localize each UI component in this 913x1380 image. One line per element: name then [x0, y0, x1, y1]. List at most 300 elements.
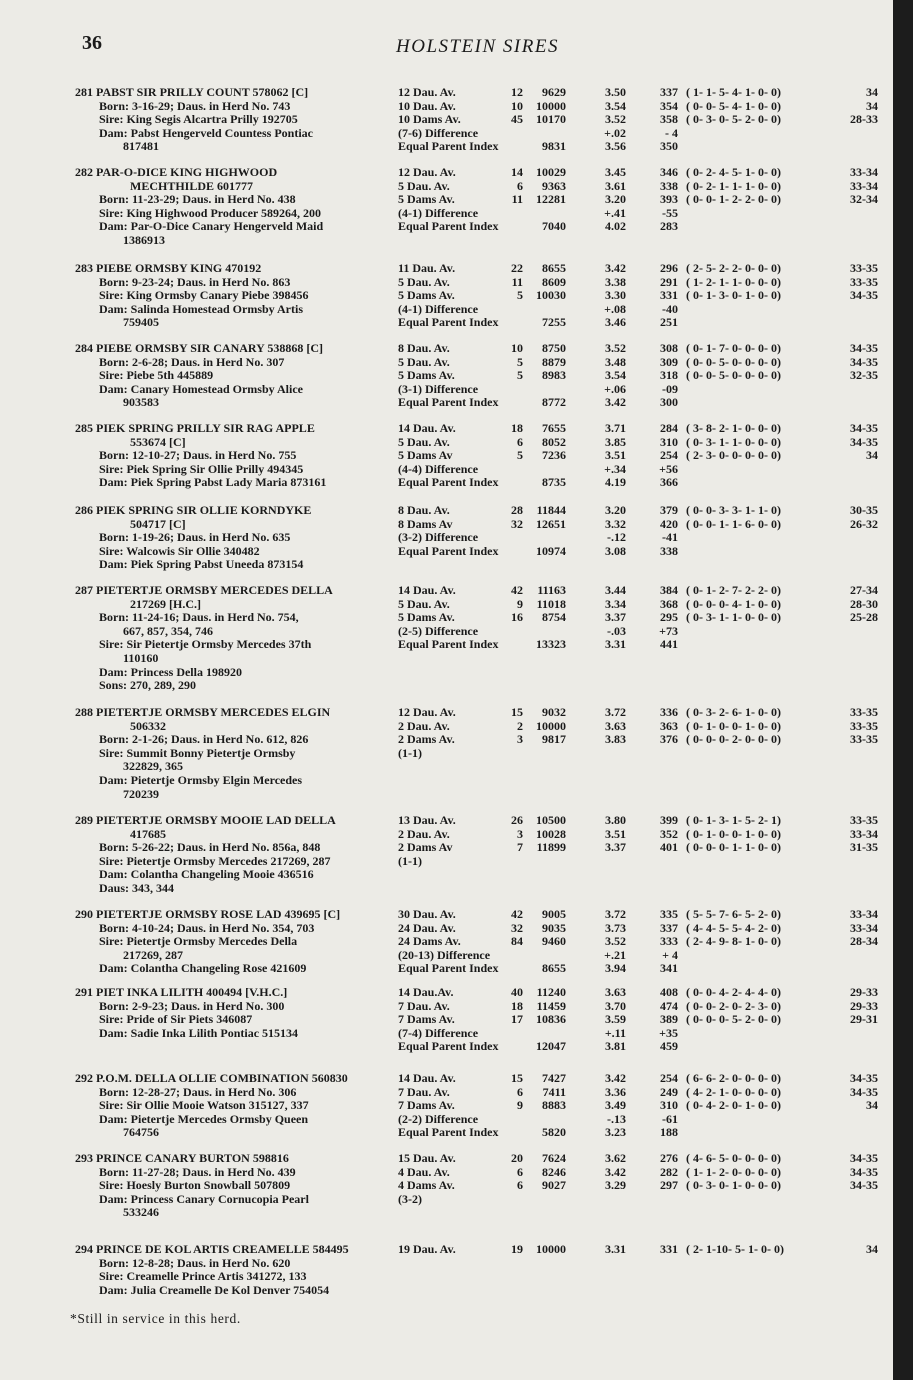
sire-name: 285 PIEK SPRING PRILLY SIR RAG APPLE [75, 421, 315, 435]
sire-pedigree [75, 1152, 395, 1220]
production-row [398, 1126, 688, 1140]
record-label: Equal Parent Index [398, 961, 499, 976]
record-count: 12 [511, 85, 523, 99]
distribution-row [686, 262, 886, 276]
sire-name: 283 PIEBE ORMSBY KING 470192 [75, 261, 262, 275]
butterfat-lbs: 401 [660, 840, 678, 855]
fat-percent: 3.61 [605, 178, 626, 193]
production-row [398, 463, 688, 477]
sire-name: 293 PRINCE CANARY BURTON 598816 [75, 1151, 289, 1165]
fat-percent: 3.42 [605, 395, 626, 410]
sire-name: 294 PRINCE DE KOL ARTIS CREAMELLE 584495 [75, 1242, 349, 1256]
production-row [398, 962, 688, 976]
milk-lbs: 8735 [542, 475, 566, 490]
test-years: 28-34 [850, 934, 878, 949]
record-count: 15 [511, 1071, 523, 1085]
test-years: 25-28 [850, 610, 878, 625]
sire-pedigree [75, 908, 395, 976]
production-row [398, 342, 688, 356]
production-row [398, 611, 688, 625]
production-row [398, 1013, 688, 1027]
pedigree-line: 764756 [123, 1125, 159, 1140]
production-row [398, 436, 688, 450]
butterfat-lbs: 441 [660, 637, 678, 652]
sire-name: 292 P.O.M. DELLA OLLIE COMBINATION 560830 [75, 1071, 348, 1085]
record-label: 13 Dau. Av. [398, 813, 456, 827]
milk-lbs: 9363 [542, 178, 566, 193]
butterfat-lbs: 338 [660, 543, 678, 558]
production-row [398, 289, 688, 303]
production-table [398, 584, 688, 652]
distribution-row [686, 922, 886, 936]
milk-lbs: 8655 [542, 961, 566, 976]
production-row [398, 908, 688, 922]
record-count: 3 [517, 826, 523, 841]
pedigree-line: 533246 [123, 1205, 159, 1220]
sire-pedigree [75, 342, 395, 410]
production-row [398, 1243, 688, 1257]
pedigree-line: Sire: Piek Spring Sir Ollie Prilly 494345 [99, 461, 304, 476]
distribution-row [686, 1013, 886, 1027]
record-label: 12 Dau. Av. [398, 705, 456, 719]
record-label: Equal Parent Index [398, 315, 499, 330]
production-row [398, 747, 688, 761]
record-count: 84 [511, 934, 523, 949]
classification-distribution: ( 0- 3- 0- 5- 2- 0- 0) [686, 112, 781, 127]
pedigree-line: Dam: Princess Canary Cornucopia Pearl [99, 1191, 309, 1206]
production-table [398, 262, 688, 330]
record-count: 16 [511, 610, 523, 625]
record-label: 30 Dau. Av. [398, 907, 456, 921]
test-years: 32-35 [850, 368, 878, 383]
record-label: 14 Dau. Av. [398, 1071, 456, 1085]
butterfat-lbs: 251 [660, 315, 678, 330]
record-count: 10 [511, 341, 523, 355]
butterfat-lbs: 283 [660, 219, 678, 234]
pedigree-line: Sire: Pietertje Ormsby Mercedes 217269, 287 [99, 853, 331, 868]
classification-distribution: ( 0- 3- 1- 1- 0- 0- 0) [686, 434, 781, 449]
record-count: 11 [511, 274, 523, 289]
classification-distribution: ( 0- 0- 3- 3- 1- 1- 0) [686, 503, 781, 517]
distribution-row [686, 1086, 886, 1100]
record-count: 45 [511, 112, 523, 127]
record-label: 5 Dams Av [398, 448, 453, 463]
pedigree-line: 110160 [123, 650, 159, 665]
fat-percent: 3.31 [605, 637, 626, 652]
fat-percent: 3.37 [605, 840, 626, 855]
test-years: 34-35 [850, 1071, 878, 1085]
production-row [398, 1113, 688, 1127]
classification-distribution: ( 5- 5- 7- 6- 5- 2- 0) [686, 907, 781, 921]
milk-lbs: 8246 [542, 1164, 566, 1179]
classification-distribution: ( 0- 0- 1- 2- 2- 0- 0) [686, 192, 781, 207]
pedigree-line: Sire: Walcowis Sir Ollie 340482 [99, 543, 260, 558]
record-label: Equal Parent Index [398, 139, 499, 154]
butterfat-lbs: 363 [660, 718, 678, 733]
fat-percent: 3.46 [605, 315, 626, 330]
test-years: 34 [866, 1242, 878, 1256]
distribution-row [686, 720, 886, 734]
test-years: 32-34 [850, 192, 878, 207]
fat-percent: 4.19 [605, 475, 626, 490]
pedigree-line: Born: 2-1-26; Daus. in Herd No. 612, 826 [99, 732, 309, 747]
production-row [398, 1166, 688, 1180]
record-count: 18 [511, 998, 523, 1013]
production-row [398, 518, 688, 532]
pedigree-line: Born: 11-23-29; Daus. in Herd No. 438 [99, 192, 296, 207]
pedigree-line: MECHTHILDE 601777 [130, 178, 254, 193]
fat-percent: 3.42 [605, 1164, 626, 1179]
fat-percent: 3.20 [605, 192, 626, 207]
pedigree-line: Born: 4-10-24; Daus. in Herd No. 354, 703 [99, 920, 315, 935]
record-label: (2-2) Difference [398, 1111, 479, 1126]
record-label: 5 Dau. Av. [398, 596, 450, 611]
record-count: 15 [511, 705, 523, 719]
fat-percent: 3.42 [605, 1071, 626, 1085]
test-years: 34-35 [850, 1164, 878, 1179]
page-number: 36 [82, 32, 102, 54]
record-count: 42 [511, 583, 523, 597]
production-row [398, 638, 688, 652]
butterfat-lbs: 354 [660, 98, 678, 113]
test-years: 33-34 [850, 165, 878, 179]
milk-lbs: 7624 [542, 1151, 566, 1165]
production-row [398, 383, 688, 397]
pedigree-line: Dam: Pabst Hengerveld Countess Pontiac [99, 125, 313, 140]
fat-percent: 3.94 [605, 961, 626, 976]
pedigree-line: 506332 [130, 718, 166, 733]
record-label: (4-1) Difference [398, 205, 479, 220]
test-years: 27-34 [850, 583, 878, 597]
production-row [398, 625, 688, 639]
distribution-row [686, 1243, 886, 1257]
production-row [398, 100, 688, 114]
record-count: 10 [511, 98, 523, 113]
record-label: (7-6) Difference [398, 125, 479, 140]
production-row [398, 369, 688, 383]
record-label: Equal Parent Index [398, 395, 499, 410]
record-count: 42 [511, 907, 523, 921]
milk-lbs: 13323 [536, 637, 566, 652]
milk-lbs: 8883 [542, 1098, 566, 1113]
butterfat-lbs: + 4 [662, 947, 678, 962]
classification-distribution: ( 0- 3- 1- 1- 0- 0- 0) [686, 610, 781, 625]
distribution-row [686, 1179, 886, 1193]
classification-distribution: ( 0- 0- 5- 4- 1- 0- 0) [686, 98, 781, 113]
sire-pedigree [75, 166, 395, 248]
fat-percent: 3.45 [605, 165, 626, 179]
butterfat-lbs: 331 [660, 288, 678, 303]
fat-percent: 3.23 [605, 1125, 626, 1140]
butterfat-lbs: 408 [660, 985, 678, 999]
distribution-column [686, 504, 886, 531]
pedigree-line: Dam: Princess Della 198920 [99, 664, 242, 679]
butterfat-lbs: 337 [660, 85, 678, 99]
test-years: 33-35 [850, 274, 878, 289]
test-years: 29-33 [850, 985, 878, 999]
fat-percent: +.06 [604, 381, 626, 396]
production-row [398, 140, 688, 154]
record-label: 2 Dams Av. [398, 732, 455, 747]
distribution-column [686, 342, 886, 383]
pedigree-line: Dam: Par-O-Dice Canary Hengerveld Maid [99, 219, 324, 234]
butterfat-lbs: 341 [660, 961, 678, 976]
test-years: 30-35 [850, 503, 878, 517]
butterfat-lbs: -41 [662, 530, 678, 545]
milk-lbs: 8983 [542, 368, 566, 383]
fat-percent: +.21 [604, 947, 626, 962]
distribution-column [686, 1072, 886, 1113]
test-years: 28-30 [850, 596, 878, 611]
pedigree-line: Sire: King Segis Alcartra Prilly 192705 [99, 112, 298, 127]
sire-pedigree [75, 986, 395, 1040]
fat-percent: +.11 [604, 1025, 626, 1040]
record-label: 5 Dams Av. [398, 610, 455, 625]
milk-lbs: 8750 [542, 341, 566, 355]
classification-distribution: ( 1- 1- 2- 0- 0- 0- 0) [686, 1164, 781, 1179]
fat-percent: 3.29 [605, 1178, 626, 1193]
pedigree-line: 322829, 365 [123, 759, 183, 774]
butterfat-lbs: 276 [660, 1151, 678, 1165]
test-years: 34-35 [850, 341, 878, 355]
pedigree-line: Dam: Colantha Changeling Rose 421609 [99, 961, 307, 976]
pedigree-line: Born: 5-26-22; Daus. in Herd No. 856a, 848 [99, 840, 321, 855]
fat-percent: 3.08 [605, 543, 626, 558]
fat-percent: 3.32 [605, 516, 626, 531]
butterfat-lbs: 300 [660, 395, 678, 410]
record-label: 12 Dau. Av. [398, 85, 456, 99]
record-label: 5 Dau. Av. [398, 434, 450, 449]
record-count: 3 [517, 732, 523, 747]
milk-lbs: 8655 [542, 261, 566, 275]
milk-lbs: 12281 [536, 192, 566, 207]
milk-lbs: 9629 [542, 85, 566, 99]
production-row [398, 584, 688, 598]
distribution-column [686, 986, 886, 1027]
milk-lbs: 7040 [542, 219, 566, 234]
fat-percent: 3.63 [605, 718, 626, 733]
milk-lbs: 11899 [536, 840, 566, 855]
classification-distribution: ( 6- 6- 2- 0- 0- 0- 0) [686, 1071, 781, 1085]
classification-distribution: ( 1- 2- 1- 1- 0- 0- 0) [686, 274, 781, 289]
record-count: 5 [517, 448, 523, 463]
classification-distribution: ( 0- 1- 7- 0- 0- 0- 0) [686, 341, 781, 355]
sire-pedigree [75, 814, 395, 896]
butterfat-lbs: +73 [659, 623, 678, 638]
pedigree-line: 417685 [130, 826, 166, 841]
record-label: 24 Dau. Av. [398, 920, 456, 935]
milk-lbs: 7427 [542, 1071, 566, 1085]
fat-percent: 3.37 [605, 610, 626, 625]
test-years: 34-35 [850, 288, 878, 303]
butterfat-lbs: 358 [660, 112, 678, 127]
milk-lbs: 8879 [542, 354, 566, 369]
pedigree-line: 720239 [123, 786, 159, 801]
record-label: 10 Dau. Av. [398, 98, 456, 113]
production-table [398, 706, 688, 760]
distribution-row [686, 356, 886, 370]
milk-lbs: 10028 [536, 826, 566, 841]
distribution-column [686, 262, 886, 303]
test-years: 34-35 [850, 1084, 878, 1099]
pedigree-line: Daus: 343, 344 [99, 880, 175, 895]
milk-lbs: 11018 [536, 596, 566, 611]
production-table [398, 986, 688, 1054]
production-row [398, 720, 688, 734]
classification-distribution: ( 0- 0- 2- 0- 2- 3- 0) [686, 998, 781, 1013]
record-count: 5 [517, 288, 523, 303]
fat-percent: 3.30 [605, 288, 626, 303]
fat-percent: 4.02 [605, 219, 626, 234]
pedigree-line: Sire: King Ormsby Canary Piebe 398456 [99, 288, 309, 303]
page-header: HOLSTEIN SIRES [396, 36, 559, 57]
production-row [398, 1040, 688, 1054]
record-label: 15 Dau. Av. [398, 1151, 456, 1165]
record-label: 7 Dams Av. [398, 1098, 455, 1113]
distribution-row [686, 518, 886, 532]
milk-lbs: 9831 [542, 139, 566, 154]
record-label: (7-4) Difference [398, 1025, 479, 1040]
record-label: 5 Dams Av. [398, 192, 455, 207]
fat-percent: 3.51 [605, 448, 626, 463]
distribution-row [686, 166, 886, 180]
butterfat-lbs: 188 [660, 1125, 678, 1140]
record-label: Equal Parent Index [398, 475, 499, 490]
milk-lbs: 10030 [536, 288, 566, 303]
test-years: 33-35 [850, 732, 878, 747]
pedigree-line: Sire: Hoesly Burton Snowball 507809 [99, 1178, 291, 1193]
distribution-row [686, 100, 886, 114]
fat-percent: 3.71 [605, 421, 626, 435]
butterfat-lbs: - 4 [665, 125, 678, 140]
distribution-row [686, 342, 886, 356]
pedigree-line: Sire: Creamelle Prince Artis 341272, 133 [99, 1269, 307, 1284]
record-label: (3-1) Difference [398, 381, 479, 396]
sire-name: 284 PIEBE ORMSBY SIR CANARY 538868 [C] [75, 341, 324, 355]
production-row [398, 733, 688, 747]
production-row [398, 476, 688, 490]
fat-percent: 3.72 [605, 907, 626, 921]
production-row [398, 220, 688, 234]
record-label: 11 Dau. Av. [398, 261, 456, 275]
fat-percent: 3.49 [605, 1098, 626, 1113]
production-row [398, 814, 688, 828]
fat-percent: 3.72 [605, 705, 626, 719]
distribution-row [686, 369, 886, 383]
fat-percent: -.03 [607, 623, 626, 638]
distribution-row [686, 598, 886, 612]
record-label: 8 Dams Av [398, 516, 453, 531]
milk-lbs: 5820 [542, 1125, 566, 1140]
production-row [398, 1193, 688, 1207]
record-label: 14 Dau. Av. [398, 421, 456, 435]
butterfat-lbs: -61 [662, 1111, 678, 1126]
pedigree-line: 217269 [H.C.] [130, 596, 201, 611]
distribution-row [686, 1000, 886, 1014]
distribution-row [686, 86, 886, 100]
butterfat-lbs: 336 [660, 705, 678, 719]
milk-lbs: 8609 [542, 274, 566, 289]
milk-lbs: 10000 [536, 718, 566, 733]
distribution-row [686, 611, 886, 625]
fat-percent: +.34 [604, 461, 626, 476]
butterfat-lbs: 368 [660, 596, 678, 611]
butterfat-lbs: 379 [660, 503, 678, 517]
record-label: 8 Dau. Av. [398, 503, 450, 517]
pedigree-line: Sire: Pietertje Ormsby Mercedes Della [99, 934, 298, 949]
production-row [398, 1179, 688, 1193]
fat-percent: 3.52 [605, 934, 626, 949]
sire-pedigree [75, 86, 395, 154]
fat-percent: 3.62 [605, 1151, 626, 1165]
production-row [398, 598, 688, 612]
fat-percent: 3.70 [605, 998, 626, 1013]
butterfat-lbs: 291 [660, 274, 678, 289]
record-count: 32 [511, 516, 523, 531]
record-count: 26 [511, 813, 523, 827]
classification-distribution: ( 0- 4- 2- 0- 1- 0- 0) [686, 1098, 781, 1113]
milk-lbs: 7411 [542, 1084, 566, 1099]
production-row [398, 841, 688, 855]
sire-pedigree [75, 262, 395, 330]
footnote: *Still in service in this herd. [70, 1311, 241, 1326]
distribution-row [686, 733, 886, 747]
sire-name: 281 PABST SIR PRILLY COUNT 578062 [C] [75, 85, 309, 99]
butterfat-lbs: 295 [660, 610, 678, 625]
classification-distribution: ( 2- 4- 9- 8- 1- 0- 0) [686, 934, 781, 949]
butterfat-lbs: 308 [660, 341, 678, 355]
pedigree-line: 903583 [123, 395, 159, 410]
record-count: 6 [517, 178, 523, 193]
butterfat-lbs: -09 [662, 381, 678, 396]
pedigree-line: Born: 11-27-28; Daus. in Herd No. 439 [99, 1164, 296, 1179]
record-label: (2-5) Difference [398, 623, 479, 638]
record-label: 12 Dau. Av. [398, 165, 456, 179]
classification-distribution: ( 0- 0- 5- 0- 0- 0- 0) [686, 354, 781, 369]
record-count: 19 [511, 1242, 523, 1256]
pedigree-line: Dam: Pietertje Mercedes Ormsby Queen [99, 1111, 309, 1126]
record-label: 14 Dau. Av. [398, 583, 456, 597]
classification-distribution: ( 0- 1- 2- 7- 2- 2- 0) [686, 583, 781, 597]
classification-distribution: ( 0- 0- 0- 2- 0- 0- 0) [686, 732, 781, 747]
record-label: Equal Parent Index [398, 219, 499, 234]
distribution-row [686, 289, 886, 303]
butterfat-lbs: 310 [660, 1098, 678, 1113]
milk-lbs: 10170 [536, 112, 566, 127]
sire-pedigree [75, 706, 395, 801]
milk-lbs: 10000 [536, 98, 566, 113]
test-years: 34 [866, 448, 878, 463]
distribution-row [686, 584, 886, 598]
classification-distribution: ( 0- 0- 0- 4- 1- 0- 0) [686, 596, 781, 611]
production-table [398, 908, 688, 976]
fat-percent: 3.34 [605, 596, 626, 611]
fat-percent: 3.56 [605, 139, 626, 154]
milk-lbs: 10000 [536, 1242, 566, 1256]
record-label: 7 Dams Av. [398, 1012, 455, 1027]
distribution-column [686, 1152, 886, 1193]
distribution-column [686, 1243, 886, 1257]
production-row [398, 276, 688, 290]
distribution-row [686, 504, 886, 518]
fat-percent: +.02 [604, 125, 626, 140]
butterfat-lbs: 350 [660, 139, 678, 154]
record-count: 9 [517, 1098, 523, 1113]
classification-distribution: ( 2- 1-10- 5- 1- 0- 0) [686, 1242, 784, 1256]
milk-lbs: 7236 [542, 448, 566, 463]
classification-distribution: ( 2- 5- 2- 2- 0- 0- 0) [686, 261, 781, 275]
production-row [398, 545, 688, 559]
